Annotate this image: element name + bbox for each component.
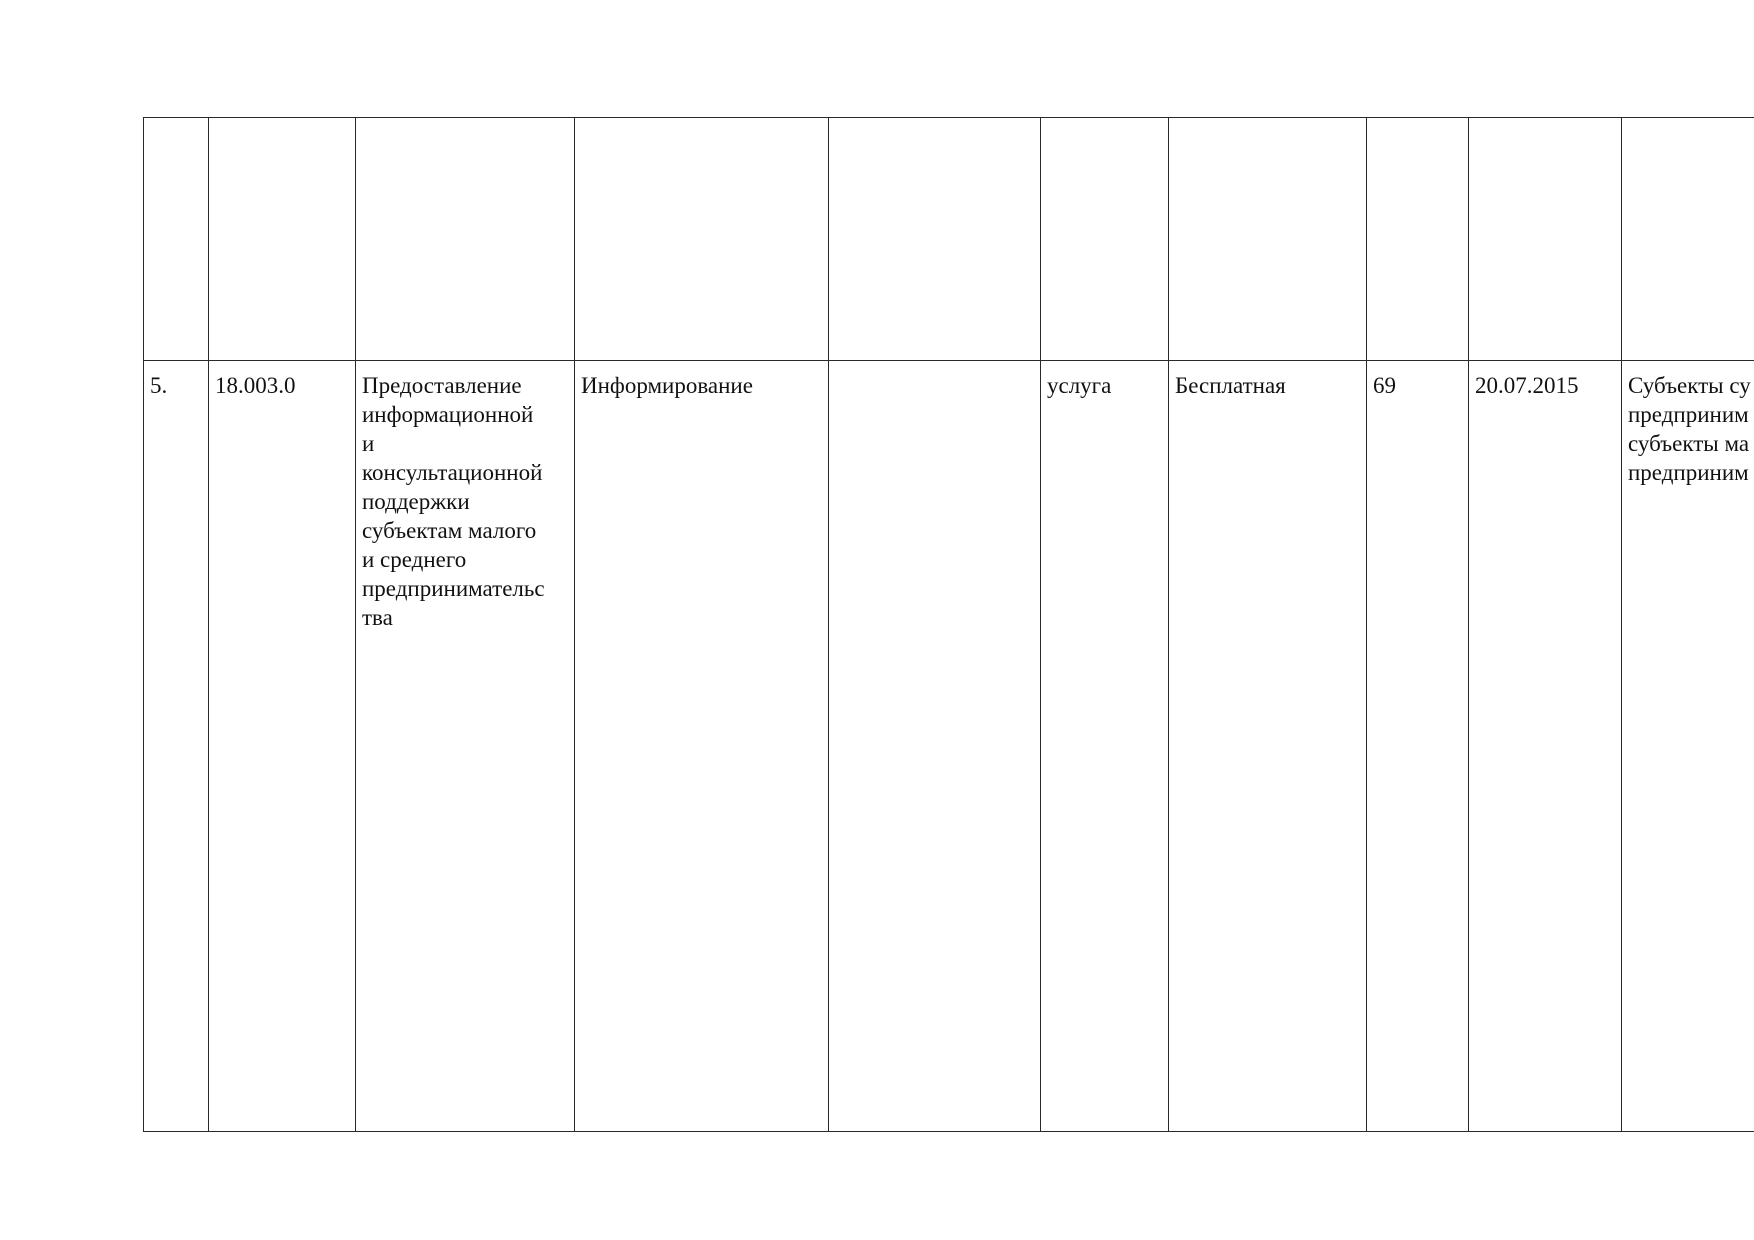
row-number: 5.: [150, 373, 168, 398]
recipients-line: предприним: [1628, 402, 1749, 427]
service-name-line: тва: [362, 605, 393, 630]
row-number-cell: [144, 361, 209, 1132]
service-name-line: информационной: [362, 402, 534, 427]
empty-cell: [829, 361, 1041, 1132]
service-name-line: субъектам малого: [362, 518, 537, 543]
service-name-line: Предоставление: [362, 373, 522, 398]
date-cell: [1469, 361, 1622, 1132]
recipients-line: Субъекты су: [1628, 373, 1751, 398]
service-name-cell: [356, 361, 575, 1132]
recipients-line: предприним: [1628, 460, 1749, 485]
service-date: 20.07.2015: [1475, 373, 1579, 398]
table-cell: [1041, 118, 1169, 361]
service-cost: Бесплатная: [1175, 373, 1286, 398]
recipients-line: субъекты ма: [1628, 431, 1750, 456]
service-name-line: и среднего: [362, 547, 467, 572]
table-cell: [144, 118, 209, 361]
support-form-cell: [575, 361, 829, 1132]
table-cell: [575, 118, 829, 361]
recipients-cell: [1622, 361, 1754, 1132]
service-name-line: предпринимательс: [362, 576, 545, 601]
type-cell: [1041, 361, 1169, 1132]
service-type: услуга: [1047, 373, 1112, 398]
support-form: Информирование: [581, 373, 753, 398]
service-name-line: и: [362, 431, 375, 456]
table-cell: [829, 118, 1041, 361]
table-cell: [356, 118, 575, 361]
service-name-line: поддержки: [362, 489, 470, 514]
service-name-line: консультационной: [362, 460, 543, 485]
table-cell: [1622, 118, 1754, 361]
cost-cell: [1169, 361, 1367, 1132]
service-code: 18.003.0: [215, 373, 296, 398]
service-count: 69: [1373, 373, 1396, 398]
count-cell: [1367, 361, 1469, 1132]
table-row-empty: [144, 118, 1754, 361]
table-cell: [1367, 118, 1469, 361]
code-cell: [209, 361, 356, 1132]
table-row: [144, 361, 1754, 1132]
table-cell: [209, 118, 356, 361]
table-cell: [1469, 118, 1622, 361]
table-cell: [1169, 118, 1367, 361]
registry-table: [143, 117, 1754, 1132]
